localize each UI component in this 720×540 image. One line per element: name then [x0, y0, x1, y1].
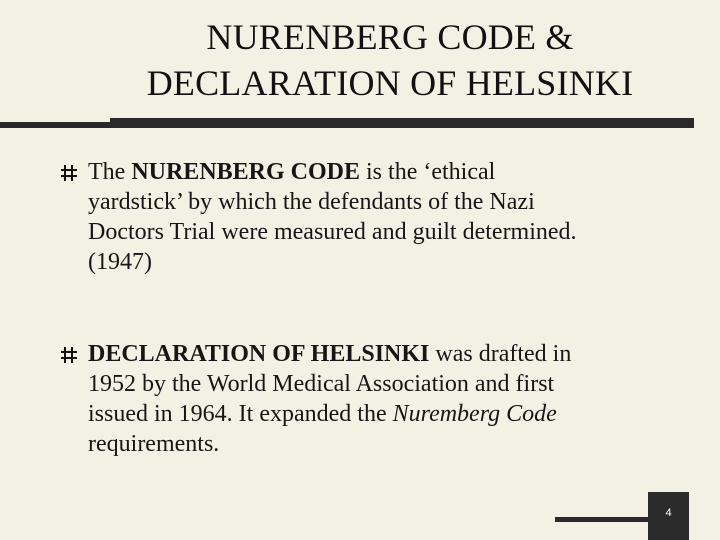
- page-number: 4: [665, 507, 672, 519]
- hash-bullet-icon: [60, 346, 78, 364]
- bullet-emphasis: DECLARATION OF HELSINKI: [88, 341, 430, 367]
- bullet-line: (1947): [88, 249, 152, 275]
- bullet-line: [88, 399, 688, 429]
- bullet-line: 1952 by the World Medical Association and first: [88, 371, 555, 397]
- bullet-text: issued in 1964. It expanded the: [88, 401, 393, 427]
- bullet-item: [88, 157, 688, 277]
- footer-rule: [555, 517, 648, 522]
- title-rule: [110, 118, 694, 128]
- bullet-item: [88, 339, 688, 459]
- bullet-italic-emphasis: Nuremberg Code: [392, 401, 557, 427]
- bullet-line: Doctors Trial were measured and guilt determined.: [88, 219, 577, 245]
- title-line: NURENBERG CODE &: [206, 17, 574, 57]
- title-rule-left: [0, 122, 110, 128]
- bullet-text: is the ‘ethical: [360, 159, 496, 185]
- bullet-line: [88, 339, 688, 369]
- slide-title: [60, 14, 720, 106]
- bullet-line: yardstick’ by which the defendants of the Nazi: [88, 189, 535, 215]
- bullet-emphasis: NURENBERG CODE: [131, 159, 361, 185]
- bullet-text: was drafted in: [429, 341, 572, 367]
- bullet-line: [88, 157, 688, 187]
- hash-bullet-icon: [60, 164, 78, 182]
- bullet-text: The: [88, 159, 132, 185]
- bullet-line: requirements.: [88, 431, 220, 457]
- title-line: DECLARATION OF HELSINKI: [146, 63, 634, 103]
